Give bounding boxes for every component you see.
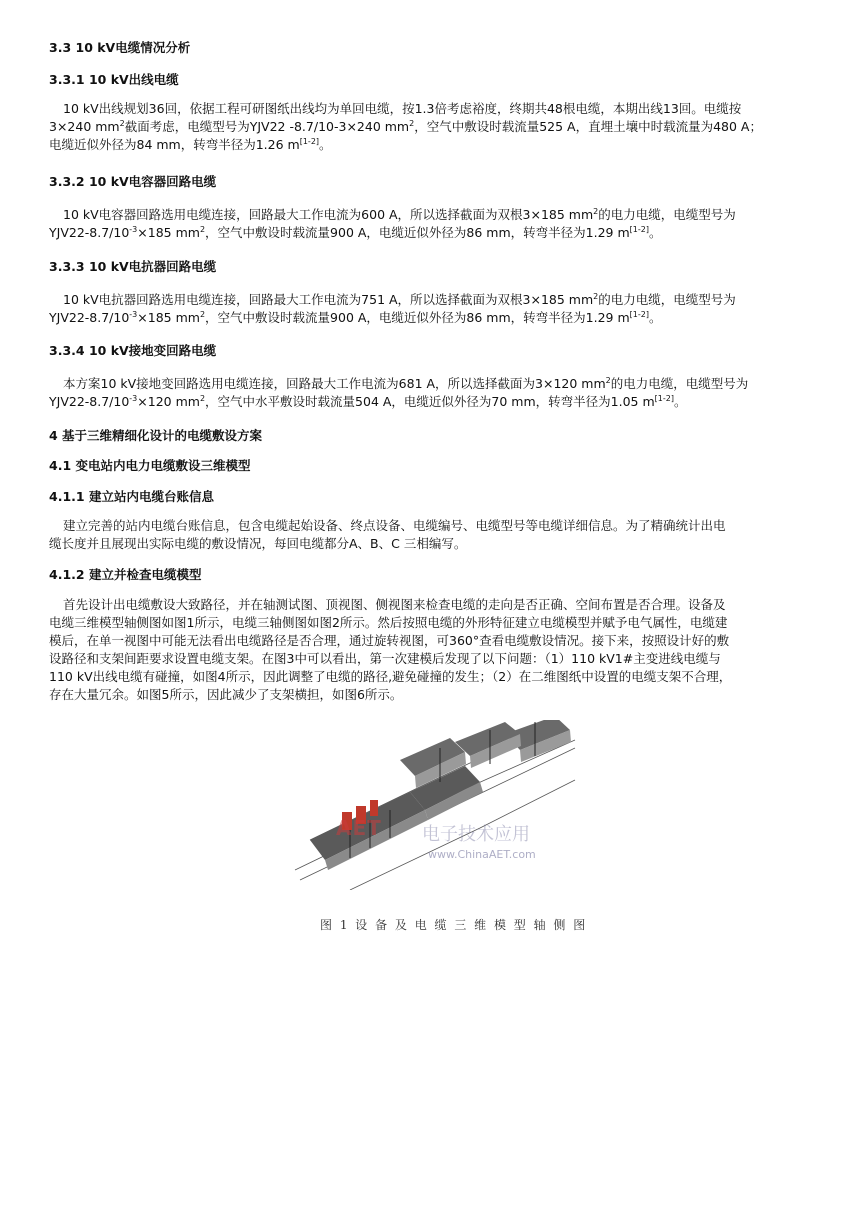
text-line: 3×240 $mm^2$截面考虑，电缆型号为YJV22 -8.7/10-3×240 $mm^2$，空气中敷设时载流量525 A，直埋土壤中时载流量为480 A； <box>49 119 762 134</box>
section-heading-4-1: 4.1 变电站内电力电缆敷设三维模型 <box>49 458 251 473</box>
text-line: 设路径和支架间距要求设置电缆支架。在图3中可以看出，第一次建模后发现了以下问题：（1）110 kV1#主变进线电缆与 <box>49 651 721 666</box>
citation: [1-2] <box>299 137 320 146</box>
section-heading-3-3-3: 3.3.3 10 kV电抗器回路电缆 <box>49 259 217 274</box>
paragraph-3-3-3 <box>49 291 817 327</box>
paragraph-3-3-4 <box>49 375 817 411</box>
citation: [1-2] <box>654 394 674 403</box>
figure-caption: 图 1 设 备 及 电 缆 三 维 模 型 轴 侧 图 <box>320 918 588 932</box>
text-line: $YJV22-8.7/10^{-3}\times 185$ $mm^2$，空气中敷设时载流量900 A，电缆近似外径为86 mm，转弯半径为1.29 m[1-2]。 <box>49 225 662 240</box>
text-line: 本方案10 kV接地变回路选用电缆连接，回路最大工作电流为681 A，所以选择截面为3×120 $mm^2$的电力电缆，电缆型号为 <box>63 376 749 391</box>
section-heading-4: 4 基于三维精细化设计的电缆敷设方案 <box>49 428 263 443</box>
text-line: 存在大量冗余。如图5所示，因此减少了支架横担，如图6所示。 <box>49 687 403 702</box>
text-line: 10 kV电容器回路选用电缆连接，回路最大工作电流为600 A，所以选择截面为双根3×185 $mm^2$的电力电缆，电缆型号为 <box>63 207 736 222</box>
section-heading-4-1-1: 4.1.1 建立站内电缆台账信息 <box>49 489 214 504</box>
section-heading-3-3-1: 3.3.1 10 kV出线电缆 <box>49 72 179 87</box>
text-line: 10 kV电抗器回路选用电缆连接，回路最大工作电流为751 A，所以选择截面为双根3×185 $mm^2$的电力电缆，电缆型号为 <box>63 292 736 307</box>
paragraph-4-1-1 <box>49 517 817 553</box>
watermark-cn-text: 电子技术应用 <box>422 824 530 845</box>
citation: [1-2] <box>629 310 649 319</box>
paragraph-4-1-2 <box>49 596 817 704</box>
text-line: 建立完善的站内电缆台账信息，包含电缆起始设备、终点设备、电缆编号、电缆型号等电缆详细信息。为了精确统计出电 <box>63 518 726 533</box>
text-line: $YJV22-8.7/10^{-3}\times 120$ $mm^2$，空气中水平敷设时载流量504 A，电缆近似外径为70 mm，转弯半径为1.05 m[1-2]。 <box>49 394 687 409</box>
section-heading-3-3-2: 3.3.2 10 kV电容器回路电缆 <box>49 174 217 189</box>
model-illustration <box>290 720 580 890</box>
figure-3d-model <box>290 720 580 890</box>
watermark-logo: AET <box>336 816 382 840</box>
text-line: $YJV22-8.7/10^{-3}\times 185$ $mm^2$，空气中敷设时载流量900 A，电缆近似外径为86 mm，转弯半径为1.29 m[1-2]。 <box>49 310 662 325</box>
text-line: 电缆近似外径为84 mm，转弯半径为1.26 m[1-2]。 <box>49 137 332 152</box>
section-heading-4-1-2: 4.1.2 建立并检查电缆模型 <box>49 567 202 582</box>
citation: [1-2] <box>629 225 649 234</box>
section-heading-3-3: 3.3 10 kV电缆情况分析 <box>49 40 191 55</box>
paragraph-3-3-1 <box>49 100 817 154</box>
section-heading-3-3-4: 3.3.4 10 kV接地变回路电缆 <box>49 343 217 358</box>
text-line: 缆长度并且展现出实际电缆的敷设情况，每回电缆都分A、B、C 三相编写。 <box>49 536 467 551</box>
text-line: 10 kV出线规划36回，依据工程可研图纸出线均为单回电缆，按1.3倍考虑裕度，终期共48根电缆，本期出线13回。电缆按 <box>63 101 742 116</box>
watermark-url: www.ChinaAET.com <box>428 848 536 861</box>
text-line: 电缆三维模型轴侧图如图1所示，电缆三轴侧图如图2所示。然后按照电缆的外形特征建立电缆模型并赋予电气属性，电缆建 <box>49 615 728 630</box>
paragraph-3-3-2 <box>49 206 817 242</box>
text-line: 110 kV出线电缆有碰撞，如图4所示，因此调整了电缆的路径,避免碰撞的发生；（2）在二维图纸中设置的电缆支架不合理， <box>49 669 732 684</box>
text-line: 模后，在单一视图中可能无法看出电缆路径是否合理，通过旋转视图，可360°查看电缆敷设情况。接下来，按照设计好的敷 <box>49 633 730 648</box>
text-line: 首先设计出电缆敷设大致路径，并在轴测试图、顶视图、侧视图来检查电缆的走向是否正确、空间布置是否合理。设备及 <box>63 597 726 612</box>
